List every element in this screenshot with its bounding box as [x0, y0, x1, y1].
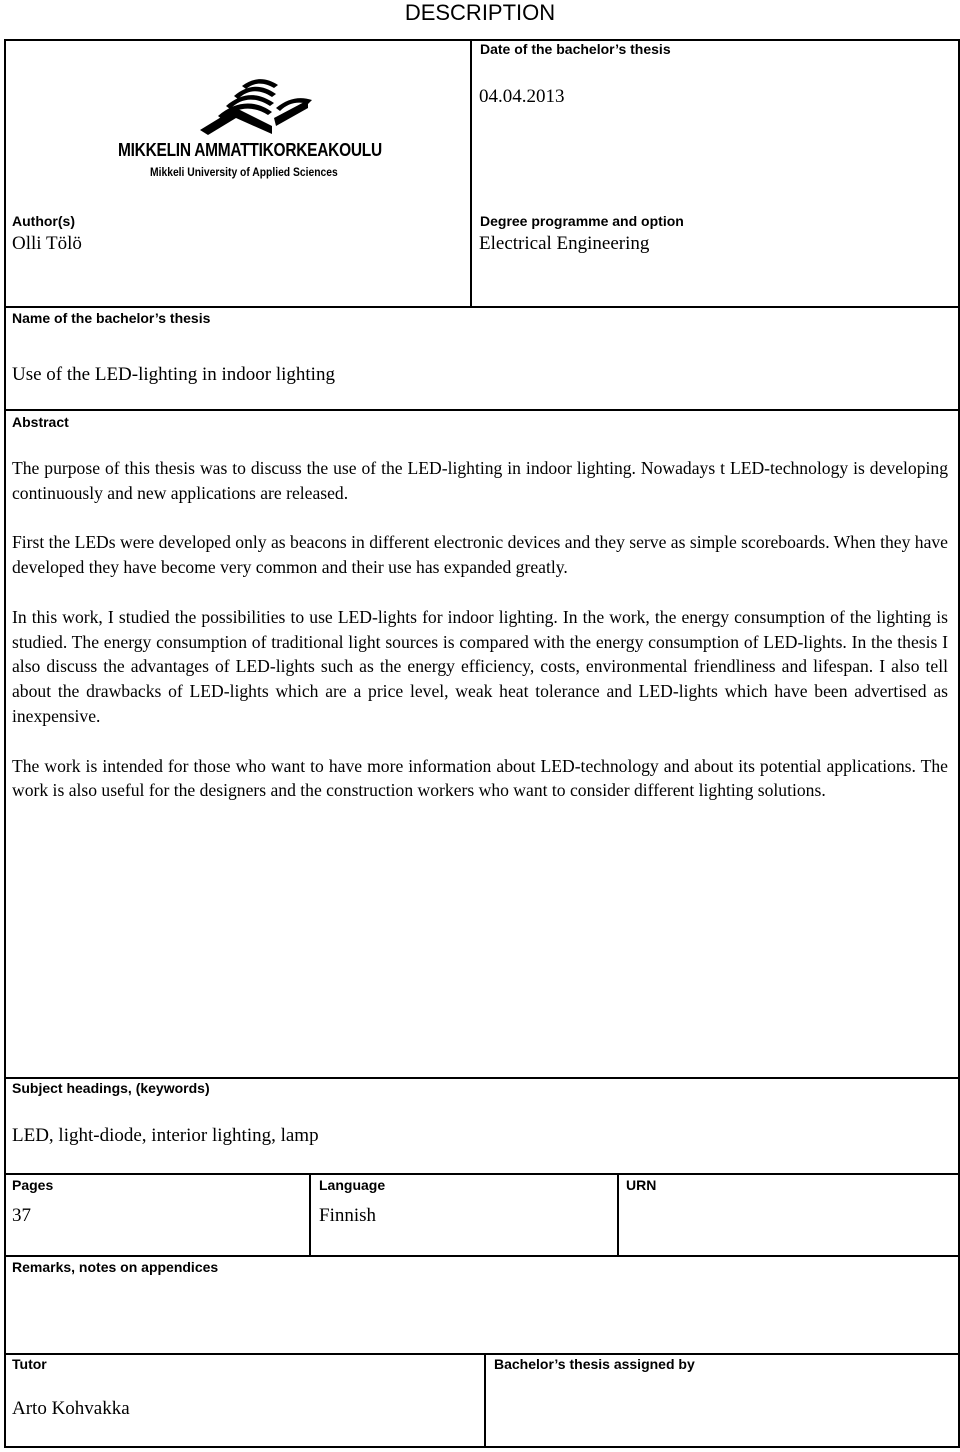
divider-header-column: [470, 39, 472, 308]
divider-pages: [4, 1173, 960, 1175]
degree-label: Degree programme and option: [480, 213, 684, 229]
divider-pages-language: [309, 1173, 311, 1257]
divider-language-urn: [617, 1173, 619, 1257]
logo-name-en: Mikkeli University of Applied Sciences: [150, 165, 338, 179]
keywords-label: Subject headings, (keywords): [12, 1080, 210, 1096]
thesis-name-label: Name of the bachelor’s thesis: [12, 310, 211, 326]
abstract-paragraph: The purpose of this thesis was to discuss the use of the LED-lighting in indoor lighting. Nowadays t LED-technology is developing continuously and new applications are released.: [12, 458, 948, 503]
abstract-label: Abstract: [12, 414, 69, 430]
abstract-paragraph: In this work, I studied the possibilities to use LED-lights for indoor lighting. In the work, the energy consumption of the lighting is studied. The energy consumption of traditional light sources is compared with the energy consumption of LED-lights. In the thesis I also discuss the advantages of LED-lights such as the energy efficiency, costs, environmental friendliness and lifespan. I also tell about the drawbacks of LED-lights which are a price level, weak heat tolerance and LED-lights which have been advertised as inexpensive.: [12, 606, 948, 726]
language-value: Finnish: [319, 1205, 377, 1226]
assigned-by-label: Bachelor’s thesis assigned by: [494, 1356, 695, 1372]
tutor-value: Arto Kohvakka: [12, 1398, 130, 1419]
abstract-body: [12, 456, 948, 828]
date-value: 04.04.2013: [479, 86, 565, 107]
author-label: Author(s): [12, 213, 75, 229]
page-title: DESCRIPTION: [404, 0, 556, 25]
thesis-name-value: Use of the LED-lighting in indoor lighting: [12, 364, 335, 385]
pages-value: 37: [12, 1205, 31, 1226]
tutor-label: Tutor: [12, 1356, 47, 1372]
language-label: Language: [319, 1177, 386, 1193]
urn-label: URN: [626, 1177, 657, 1193]
pages-label: Pages: [12, 1177, 54, 1193]
mamk-logo-icon: [196, 78, 316, 140]
keywords-value: LED, light-diode, interior lighting, lamp: [12, 1125, 319, 1146]
abstract-paragraph: The work is intended for those who want to have more information about LED-technology and about its potential applications. The work is also useful for the designers and the construction workers who want to consider different lighting solutions.: [12, 755, 948, 801]
remarks-label: Remarks, notes on appendices: [12, 1259, 219, 1275]
divider-keywords: [4, 1077, 960, 1079]
logo-name-fi: MIKKELIN AMMATTIKORKEAKOULU: [118, 140, 382, 160]
degree-value: Electrical Engineering: [479, 233, 650, 254]
divider-abstract: [4, 409, 960, 411]
author-value: Olli Tölö: [12, 233, 82, 254]
divider-thesis-name: [4, 306, 960, 308]
abstract-paragraph: First the LEDs were developed only as beacons in different electronic devices and they serve as simple scoreboards. When they have developed they have become very common and their use has expanded greatly.: [12, 532, 948, 578]
divider-remarks: [4, 1255, 960, 1257]
divider-tutor-assigned: [484, 1353, 486, 1448]
divider-tutor: [4, 1353, 960, 1355]
date-label: Date of the bachelor’s thesis: [480, 41, 671, 57]
